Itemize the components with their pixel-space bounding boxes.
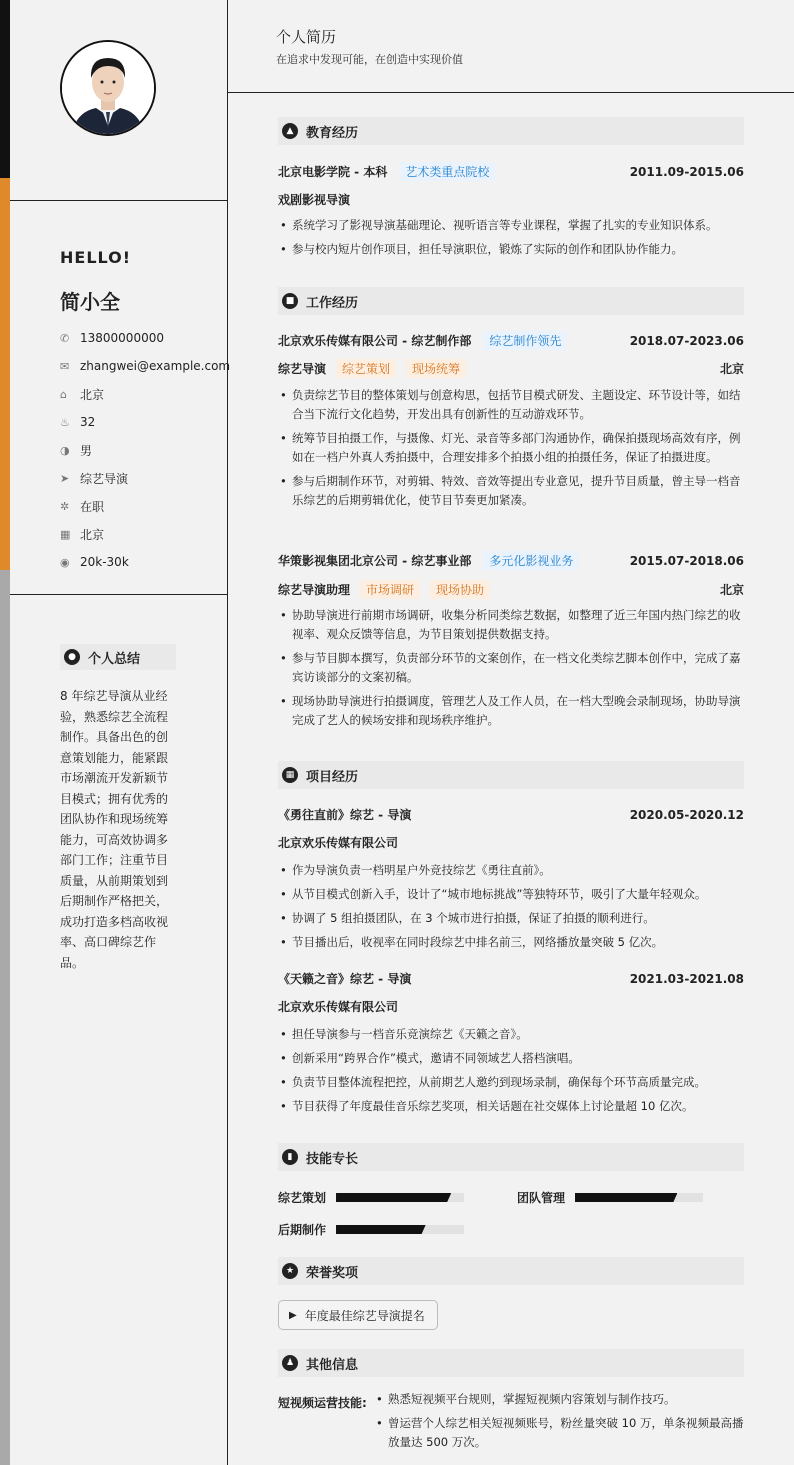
- contact-info-text: 男: [80, 443, 93, 458]
- skill-bar: [575, 1193, 703, 1202]
- cake-icon: ♨: [60, 415, 70, 429]
- education-title: 教育经历: [306, 125, 359, 141]
- summary-line: 后期制作严格把关，: [60, 894, 169, 908]
- job-date: 2018.07-2023.06: [629, 333, 744, 348]
- avatar-portrait: [62, 42, 154, 134]
- list-item: • 熟悉短视频平台规则，掌握短视频内容策划与制作技巧。: [374, 1390, 744, 1409]
- summary-line: 成功打造多档高收视: [60, 914, 169, 929]
- job-company: 华策影视集团北京公司 - 综艺事业部: [278, 554, 472, 568]
- skill-bar: [336, 1193, 464, 1202]
- other-label: 短视频运营技能:: [278, 1396, 367, 1410]
- skill-item: [517, 1189, 703, 1206]
- avatar: [60, 40, 156, 136]
- job-skill-tag: 综艺策划: [336, 359, 396, 378]
- skill-name: 后期制作: [278, 1223, 327, 1237]
- projects-title: 项目经历: [306, 769, 359, 785]
- awards-section-heading: [278, 1257, 744, 1285]
- job-2-role-row: [278, 580, 744, 599]
- job-skill-tag: 现场统筹: [406, 359, 466, 378]
- work-section-heading: [278, 287, 744, 315]
- summary-line: 意策划能力，能紧跟: [60, 750, 169, 765]
- list-item: • 节目获得了年度最佳音乐综艺奖项，相关话题在社交媒体上讨论量超 10 亿次。: [278, 1097, 744, 1116]
- page-title: 个人简历: [276, 28, 337, 46]
- list-item: • 曾运营个人综艺相关短视频账号，粉丝量突破 10 万，单条视频最高播放量达 500 万次。: [374, 1414, 744, 1452]
- major-row: [278, 191, 744, 208]
- summary-line: 质量，从前期策划到: [60, 873, 169, 888]
- project-company: 北京欢乐传媒有限公司: [278, 836, 399, 850]
- skill-bar: [336, 1225, 464, 1234]
- other-bullets: [374, 1390, 744, 1457]
- job-city: 北京: [719, 362, 744, 376]
- contact-info-row: [60, 324, 230, 352]
- contact-info-row: [60, 436, 230, 464]
- summary-text: [60, 686, 176, 973]
- summary-line: 市场潮流开发新颖节: [60, 771, 169, 785]
- contact-info-row: [60, 352, 230, 380]
- contact-info-text: 20k-30k: [80, 555, 129, 569]
- project-1-header: [278, 806, 744, 823]
- job-tag: 多元化影视业务: [483, 551, 579, 570]
- job-role: 综艺导演: [278, 362, 327, 376]
- job-2-header: [278, 551, 744, 570]
- list-item: • 创新采用“跨界合作”模式，邀请不同领域艺人搭档演唱。: [278, 1049, 744, 1068]
- play-icon: ▶: [289, 1309, 297, 1321]
- skill-item: [278, 1189, 464, 1206]
- list-item: • 统筹节目拍摄工作，与摄像、灯光、录音等多部门沟通协作，确保拍摄现场高效有序，例如在一档户外真人秀拍摄中，合理安排多个拍摄小组的拍摄任务，保证了拍摄进度。: [278, 429, 744, 467]
- job-company: 北京欢乐传媒有限公司 - 综艺制作部: [278, 334, 472, 348]
- summary-line: 制作。具备出色的创: [60, 730, 169, 744]
- home-icon: ⌂: [60, 387, 67, 401]
- other-section-heading: [278, 1349, 744, 1377]
- summary-line: 率、高口碑综艺作: [60, 935, 157, 949]
- other-title: 其他信息: [306, 1357, 359, 1373]
- building-icon: ▦: [60, 527, 71, 541]
- contact-info-text: 北京: [80, 387, 105, 402]
- other-label-row: [278, 1394, 374, 1411]
- list-item: • 参与后期制作环节，对剪辑、特效、音效等提出专业意见，提升节目质量，曾主导一档音乐综艺的后期剪辑优化，使节目节奏更加紧凑。: [278, 472, 744, 510]
- contact-info-row: [60, 408, 230, 436]
- list-item: • 协助导演进行前期市场调研，收集分析同类综艺数据，如整理了近三年国内热门综艺的收视率、观众反馈等信息，为节目策划提供数据支持。: [278, 606, 744, 644]
- job-2-bullets: [278, 606, 744, 735]
- list-item: • 担任导演参与一档音乐竞演综艺《天籁之音》。: [278, 1025, 744, 1044]
- summary-heading: [60, 644, 176, 670]
- summary-line: 团队协作和现场统筹: [60, 812, 169, 826]
- summary-line: 验，熟悉综艺全流程: [60, 709, 169, 724]
- job-date: 2015.07-2018.06: [629, 553, 744, 568]
- summary-line: 能力，可高效协调多: [60, 832, 169, 847]
- summary-line: 部门工作；注重节目: [60, 853, 169, 867]
- school-name: 北京电影学院 - 本科: [278, 165, 388, 179]
- page-subtitle: 在追求中发现可能，在创造中实现价值: [276, 53, 463, 66]
- work-title: 工作经历: [306, 295, 359, 311]
- skill-name: 团队管理: [517, 1191, 566, 1205]
- project-name: 《勇往直前》综艺 - 导演: [278, 808, 412, 822]
- job-1-bullets: [278, 386, 744, 515]
- summary-title: 个人总结: [88, 651, 141, 667]
- project-name: 《天籁之音》综艺 - 导演: [278, 972, 412, 986]
- trophy-icon: ★: [282, 1263, 298, 1279]
- sidebar-divider-top: [10, 200, 228, 201]
- skill-bar-fill: [336, 1225, 426, 1234]
- contact-info-row: [60, 380, 230, 408]
- accent-strip-orange: [0, 178, 10, 570]
- education-row: [278, 162, 744, 181]
- contact-info-list: [60, 324, 230, 576]
- grid-icon: ▦: [282, 767, 298, 783]
- project-1-bullets: [278, 861, 744, 957]
- gender-icon: ◑: [60, 443, 70, 457]
- hello-heading: HELLO!: [60, 248, 132, 267]
- project-2-bullets: [278, 1025, 744, 1121]
- project-2-company-row: [278, 998, 744, 1015]
- sidebar-divider-bottom: [10, 594, 228, 595]
- contact-info-text: zhangwei@example.com: [80, 359, 231, 373]
- user-icon: ●: [64, 649, 80, 665]
- contact-info-text: 13800000000: [80, 331, 164, 345]
- contact-info-row: [60, 548, 230, 576]
- list-item: • 参与校内短片创作项目，担任导演职位，锻炼了实际的创作和团队协作能力。: [278, 240, 744, 259]
- graduation-cap-icon: ▲: [282, 123, 298, 139]
- job-skill-tag: 现场协助: [430, 580, 490, 599]
- summary-line: 目模式；拥有优秀的: [60, 791, 169, 806]
- skill-bar-fill: [575, 1193, 677, 1202]
- summary-line: 品。: [60, 955, 85, 970]
- summary-line: 8 年综艺导演从业经: [60, 689, 168, 703]
- list-item: • 现场协助导演进行拍摄调度，管理艺人及工作人员，在一档大型晚会录制现场，协助导演完成了艺人的候场安排和现场秩序维护。: [278, 692, 744, 730]
- award-label: 年度最佳综艺导演提名: [304, 1308, 425, 1323]
- contact-info-text: 32: [80, 415, 96, 429]
- project-date: 2020.05-2020.12: [629, 807, 744, 822]
- list-item: • 负责综艺节目的整体策划与创意构思，包括节目模式研发、主题设定、环节设计等，如结合当下流行文化趋势，开发出具有创新性的互动游戏环节。: [278, 386, 744, 424]
- skill-item: [278, 1221, 464, 1238]
- project-1-company-row: [278, 834, 744, 851]
- skill-name: 综艺策划: [278, 1191, 327, 1205]
- education-bullets: [278, 216, 744, 264]
- list-item: • 系统学习了影视导演基础理论、视听语言等专业课程，掌握了扎实的专业知识体系。: [278, 216, 744, 235]
- project-company: 北京欢乐传媒有限公司: [278, 1000, 399, 1014]
- job-1-role-row: [278, 359, 744, 378]
- person-icon: ♟: [282, 1355, 298, 1371]
- awards-title: 荣誉奖项: [306, 1265, 359, 1281]
- award-item[interactable]: [278, 1300, 438, 1330]
- contact-info-text: 在职: [80, 499, 105, 514]
- job-role: 综艺导演助理: [278, 583, 351, 597]
- salary-icon: ◉: [60, 555, 70, 569]
- send-icon: ➤: [60, 471, 70, 485]
- sidebar: [10, 0, 231, 1465]
- job-1-header: [278, 331, 744, 350]
- projects-section-heading: [278, 761, 744, 789]
- contact-info-row: [60, 520, 230, 548]
- education-date: 2011.09-2015.06: [629, 164, 744, 179]
- contact-info-text: 综艺导演: [80, 471, 129, 486]
- school-tag: 艺术类重点院校: [399, 162, 495, 181]
- person-name: 简小全: [60, 290, 120, 314]
- accent-strip-black: [0, 0, 10, 178]
- skill-bar-fill: [336, 1193, 451, 1202]
- job-tag: 综艺制作领先: [483, 331, 567, 350]
- list-item: • 参与节目脚本撰写，负责部分环节的文案创作，在一档文化类综艺脚本创作中，完成了嘉宾访谈部分的文案初稿。: [278, 649, 744, 687]
- list-item: • 从节目模式创新入手，设计了“城市地标挑战”等独特环节，吸引了大量年轻观众。: [278, 885, 744, 904]
- education-section-heading: [278, 117, 744, 145]
- list-item: • 协调了 5 组拍摄团队，在 3 个城市进行拍摄，保证了拍摄的顺利进行。: [278, 909, 744, 928]
- accent-strip-gray: [0, 570, 10, 1465]
- job-city: 北京: [719, 583, 744, 597]
- page-header: [228, 0, 794, 93]
- skills-title: 技能专长: [306, 1151, 359, 1167]
- job-skill-tag: 市场调研: [360, 580, 420, 599]
- briefcase-icon: ■: [282, 293, 298, 309]
- phone-icon: ✆: [60, 331, 70, 345]
- list-item: • 作为导演负责一档明星户外竞技综艺《勇往直前》。: [278, 861, 744, 880]
- contact-info-text: 北京: [80, 527, 105, 542]
- email-icon: ✉: [60, 359, 70, 373]
- skills-section-heading: [278, 1143, 744, 1171]
- status-icon: ✲: [60, 499, 70, 513]
- major: 戏剧影视导演: [278, 193, 351, 207]
- contact-info-row: [60, 464, 230, 492]
- project-2-header: [278, 970, 744, 987]
- bar-chart-icon: ▮: [282, 1149, 298, 1165]
- list-item: • 节目播出后，收视率在同时段综艺中排名前三，网络播放量突破 5 亿次。: [278, 933, 744, 952]
- list-item: • 负责节目整体流程把控，从前期艺人邀约到现场录制，确保每个环节高质量完成。: [278, 1073, 744, 1092]
- project-date: 2021.03-2021.08: [629, 971, 744, 986]
- contact-info-row: [60, 492, 230, 520]
